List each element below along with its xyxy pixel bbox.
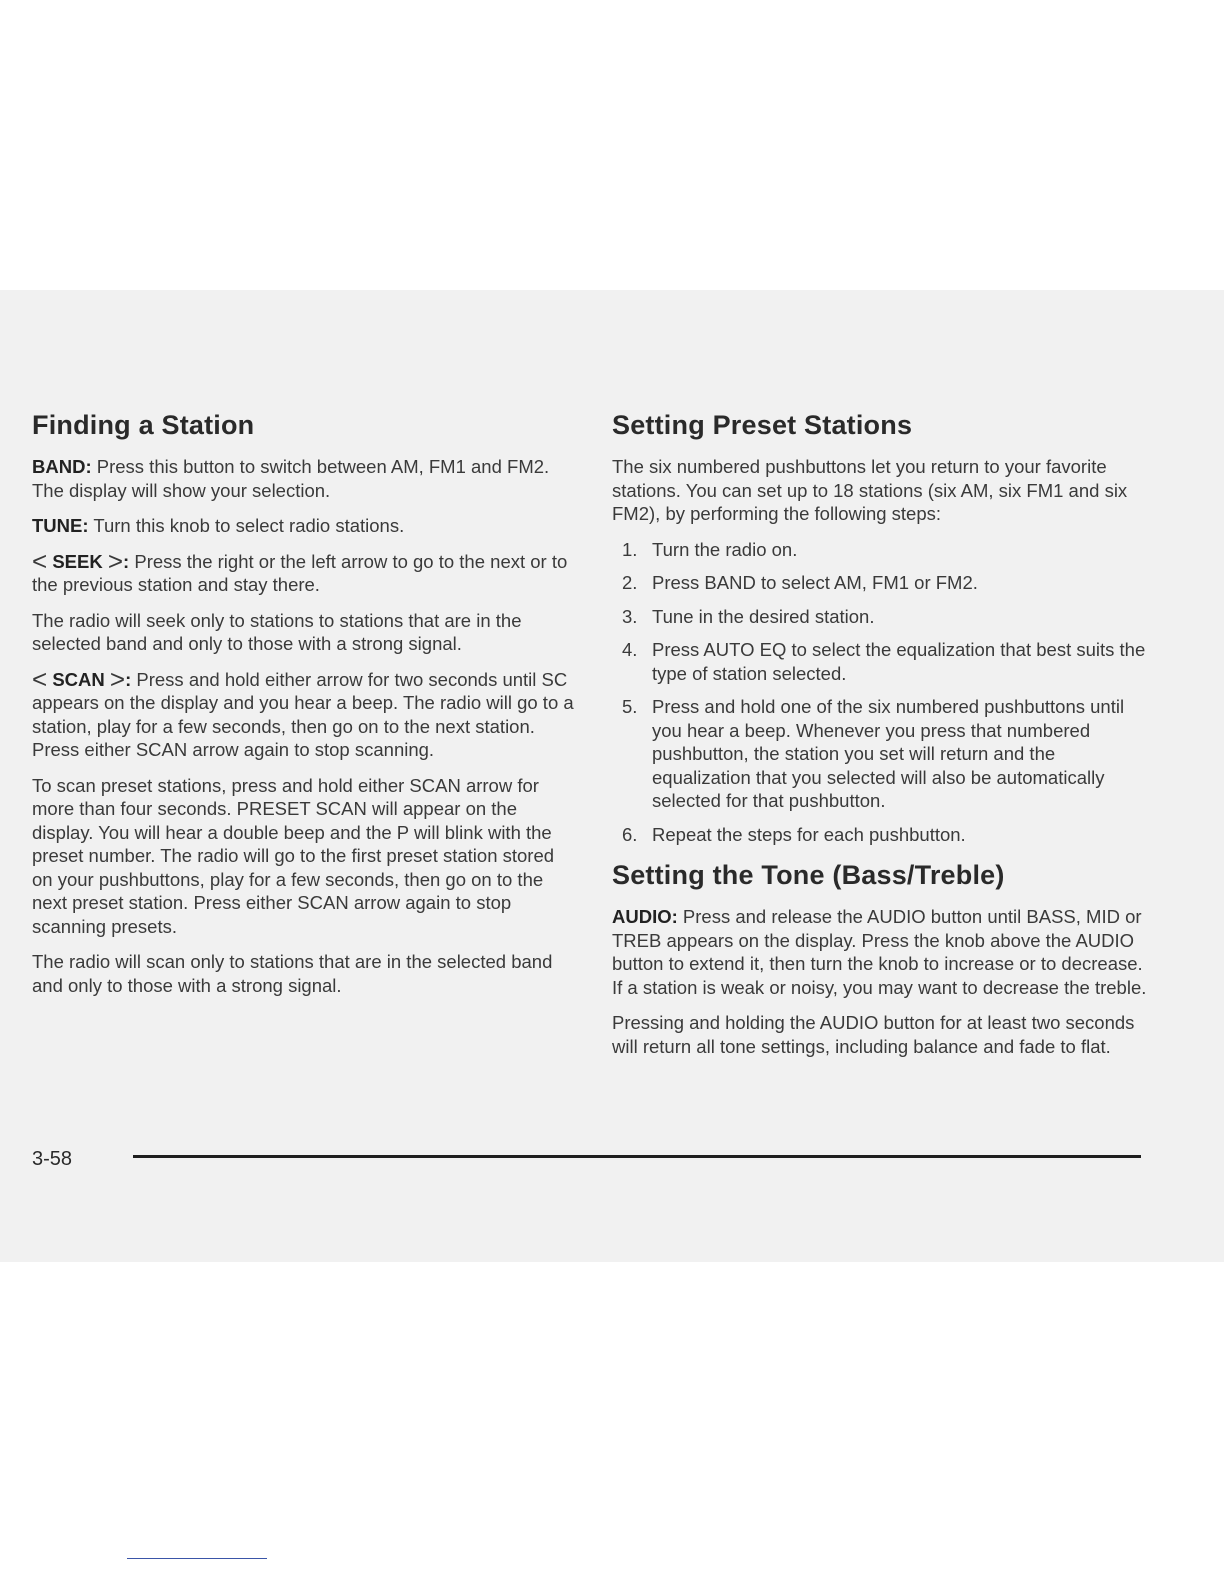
heading-setting-preset-stations: Setting Preset Stations [612,410,913,440]
band-text: Press this button to switch between AM, FM1 and FM2. The display will show your selection. [32,456,550,501]
list-item: 6. Repeat the steps for each pushbutton. [622,823,966,845]
left-arrow-icon: < [32,663,48,694]
preset-steps-list [612,538,1152,847]
scan-term: SCAN [52,668,105,690]
tune-text: Turn this knob to select radio stations. [93,515,405,536]
right-arrow-icon: > [109,663,126,694]
scan-note-paragraph: The radio will scan only to stations that are in the selected band and only to those with a strong signal. [32,951,553,996]
seek-paragraph: < SEEK >: Press the right or the left arrow to go to the next or to the previous station and stay there. [32,545,568,595]
band-paragraph [32,455,577,502]
seek-text: Press the right or the left arrow to go to the next or to the previous station and stay there. [32,550,568,595]
left-column [32,410,577,1009]
audio-note-paragraph: Pressing and holding the AUDIO button for at least two seconds will return all tone settings, including balance and fade to flat. [612,1012,1135,1057]
audio-term: AUDIO: [612,906,678,927]
list-item: 2. Press BAND to select AM, FM1 or FM2. [622,572,978,593]
footer-rule [133,1155,1141,1158]
page-number: 3-58 [32,1148,73,1170]
audio-paragraph [612,905,1152,999]
audio-text: Press and release the AUDIO button until BASS, MID or TREB appears on the display. Press the knob above the AUDIO button to extend it, then turn the knob to increase or to decrease. If a station is weak or noisy, you may want to decrease the treble. [612,906,1147,998]
list-item: 4. Press AUTO EQ to select the equalization that best suits the type of station selected. [622,639,1146,684]
left-arrow-icon: < [32,545,48,576]
heading-setting-the-tone: Setting the Tone (Bass/Treble) [612,860,1005,890]
list-item: 5. Press and hold one of the six numbered pushbuttons until you hear a beep. Whenever you press that numbered pushbutton, the station you set will return and the equalization that you selected will also be automatically selected for that pushbutton. [622,696,1125,811]
tune-paragraph [32,514,577,538]
scan-paragraph: < SCAN >: Press and hold either arrow for two seconds until SC appears on the display and you hear a beep. The radio will go to a station, play for a few seconds, then go on to the next station. Press either SCAN arrow again to stop scanning. [32,663,574,760]
scan-text: Press and hold either arrow for two seconds until SC appears on the display and you hear a beep. The radio will go to a station, play for a few seconds, then go on to the next station. Press either SCAN arrow again to stop scanning. [32,668,574,760]
list-item: 3. Tune in the desired station. [622,605,875,627]
list-item: 1. Turn the radio on. [622,538,798,560]
seek-note-paragraph: The radio will seek only to stations to stations that are in the selected band and only to those with a strong signal. [32,609,522,654]
seek-term: SEEK [52,550,103,572]
preset-intro-paragraph: The six numbered pushbuttons let you return to your favorite stations. You can set up to 18 stations (six AM, six FM1 and six FM2), by performing the following steps: [612,456,1128,524]
right-column [612,410,1152,1070]
tune-term: TUNE: [32,515,89,536]
heading-finding-a-station: Finding a Station [32,410,255,440]
right-arrow-icon: > [107,545,124,576]
preset-scan-paragraph: To scan preset stations, press and hold either SCAN arrow for more than four seconds. PRESET SCAN will appear on the display. You will hear a double beep and the P will blink with the preset number. The radio will go to the first preset station stored on your pushbuttons, play for a few seconds, then go on to the next preset station. Press either SCAN arrow again to stop scanning presets. [32,774,555,937]
band-term: BAND: [32,456,92,477]
bottom-link-underline [127,1558,267,1559]
